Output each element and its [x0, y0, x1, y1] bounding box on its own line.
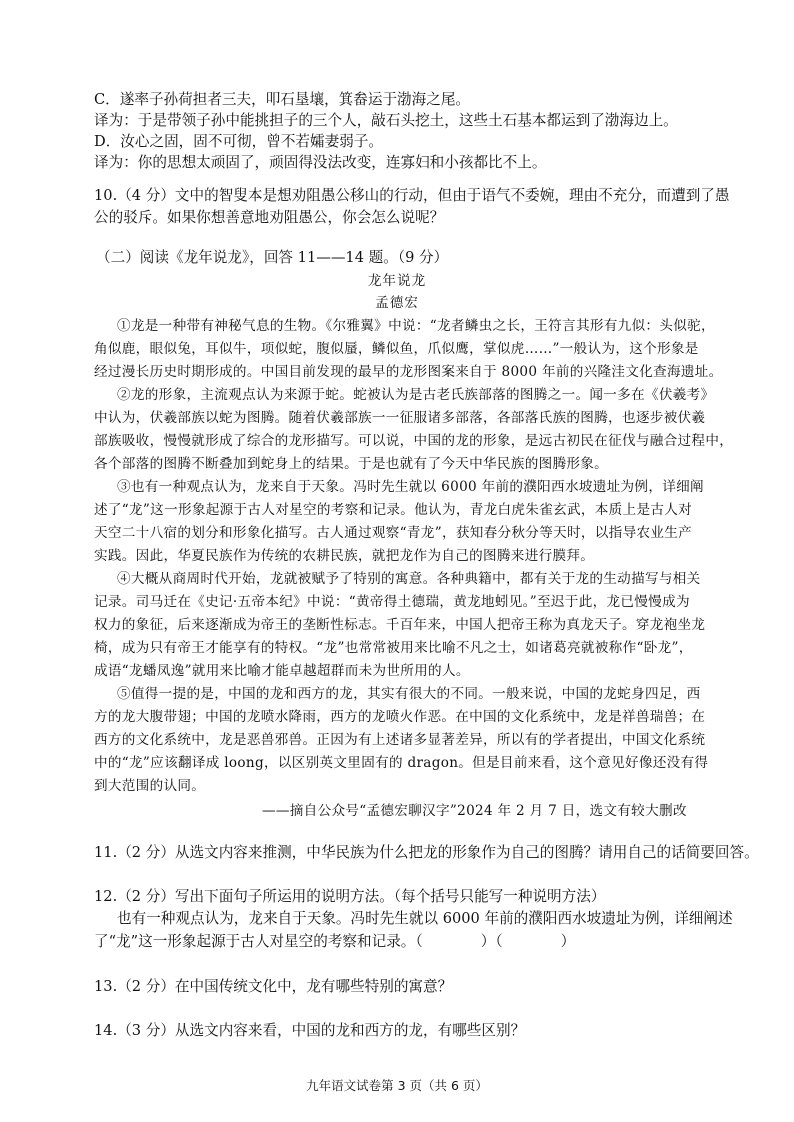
paragraph-1-line: 经过漫长历史时期形成的。中国目前发现的最早的龙形图案来自于 8000 年前的兴隆洼文化查海遗址。 — [94, 364, 723, 380]
paragraph-2-line: 各个部落的图腾不断叠加到蛇身上的结果。于是也就有了今天中华民族的图腾形象。 — [94, 456, 609, 472]
paragraph-5-line: 方的龙大腹带翅；中国的龙喷水降雨，西方的龙喷火作恶。在中国的文化系统中，龙是祥兽瑞兽；在 — [94, 709, 706, 725]
option-d: D．汝心之固，固不可彻，曾不若孀妻弱子。 — [94, 133, 383, 150]
paragraph-1-line: 角似鹿，眼似兔，耳似牛，项似蛇，腹似蜃，鳞似鱼，爪似鹰，掌似虎……”一般认为，这个形象是 — [94, 341, 699, 357]
paragraph-1-line: ①龙是一种带有神秘气息的生物。《尔雅翼》中说：“龙者鳞虫之长，王符言其形有九似：头似驼， — [117, 318, 715, 334]
paragraph-3-line: 述了“龙”这一形象起源于古人对星空的考察和记录。他认为，青龙白虎朱雀玄武，本质上是古人对 — [94, 502, 693, 518]
option-c-translation: 译为：于是带领子孙中能挑担子的三个人，敲石头挖土，这些土石基本都运到了渤海边上。 — [94, 112, 678, 129]
paragraph-4-line: 权力的象征，后来逐渐成为帝王的垄断性标志。千百年来，中国人把帝王称为真龙天子。穿龙袍坐龙 — [94, 617, 706, 633]
paragraph-5-line: 到大范围的认同。 — [94, 778, 206, 794]
paragraph-5-line: 西方的文化系统中，龙是恶兽邪兽。正因为有上述诸多显著差异，所以有的学者提出，中国文化系统 — [94, 732, 706, 748]
paragraph-4-line: 成语“龙蟠凤逸”就用来比喻才能卓越超群而未为世所用的人。 — [94, 663, 470, 679]
paren-end: ） — [560, 933, 576, 950]
source-attribution: ——摘自公众号“孟德宏聊汉字”2024 年 2 月 7 日，选文有较大删改 — [262, 803, 687, 819]
paragraph-2-line: ②龙的形象，主流观点认为来源于蛇。蛇被认为是古老氏族部落的图腾之一。闻一多在《伏羲考》 — [117, 387, 715, 403]
paragraph-2-line: 中认为，伏羲部族以蛇为图腾。随着伏羲部族一一征服诸多部落，各部落氏族的图腾，也逐步被伏羲 — [94, 410, 706, 426]
paragraph-5-line: 中的“龙”应该翻译成 loong，以区别英文里固有的 dragon。但是目前来看，这个意见好像还没有得 — [94, 755, 709, 771]
paragraph-4-line: 椅，成为只有帝王才能享有的特权。“龙”也常常被用来比喻不凡之士，如诸葛亮就被称作“卧龙”， — [94, 640, 693, 656]
question-12-sentence-line-2 — [94, 930, 575, 951]
paragraph-4-line: ④大概从商周时代开始，龙就被赋予了特别的寓意。各种典籍中，都有关于龙的生动描写与相关 — [117, 571, 701, 587]
question-10-line-1: 10.（4 分）文中的智叟本是想劝阻愚公移山的行动，但由于语气不委婉，理由不充分，而遭到了愚 — [94, 187, 730, 204]
option-c: C．遂率子孙荷担者三夫，叩石垦壤，箕畚运于渤海之尾。 — [94, 91, 471, 108]
page-footer: 九年语文试卷第 3 页（共 6 页） — [306, 1078, 488, 1093]
question-13: 13.（2 分）在中国传统文化中，龙有哪些特别的寓意？ — [94, 978, 453, 995]
question-12-sentence-line-1: 也有一种观点认为，龙来自于天象。冯时先生就以 6000 年前的濮阳西水坡遗址为例，详细阐述 — [117, 910, 733, 927]
article-title: 龙年说龙 — [367, 273, 427, 289]
question-12: 12.（2 分）写出下面句子所运用的说明方法。（每个括号只能写一种说明方法） — [94, 888, 606, 905]
paren-middle: ）（ — [480, 933, 503, 950]
paragraph-3-line: 天空二十八宿的划分和形象化描写。古人通过观察“青龙”，获知春分秋分等天时，以指导农业生产 — [94, 525, 693, 541]
paragraph-3-line: ③也有一种观点认为，龙来自于天象。冯时先生就以 6000 年前的濮阳西水坡遗址为例，详细阐 — [117, 479, 704, 495]
paragraph-4-line: 记录。司马迁在《史记·五帝本纪》中说：“黄帝得土德瑞，黄龙地蚓见。”至迟于此，龙已慢慢成为 — [94, 594, 690, 610]
paragraph-5-line: ⑤值得一提的是，中国的龙和西方的龙，其实有很大的不同。一般来说，中国的龙蛇身四足，西 — [117, 686, 701, 702]
question-14: 14.（3 分）从选文内容来看，中国的龙和西方的龙，有哪些区别？ — [94, 1022, 526, 1039]
paragraph-3-line: 实践。因此，华夏民族作为传统的农耕民族，就把龙作为自己的图腾来进行膜拜。 — [94, 548, 595, 564]
question-10-line-2: 公的驳斥。如果你想善意地劝阻愚公，你会怎么说呢？ — [94, 209, 445, 226]
section-heading: （二）阅读《龙年说龙》，回答 11——14 题。（9 分） — [96, 249, 449, 266]
question-12-sentence-text: 了“龙”这一形象起源于古人对星空的考察和记录。（ — [94, 933, 423, 950]
article-author: 孟德宏 — [375, 295, 419, 311]
question-11: 11.（2 分）从选文内容来推测，中华民族为什么把龙的形象作为自己的图腾？请用自己的话简要回答。 — [94, 844, 759, 861]
paragraph-2-line: 部族吸收，慢慢就形成了综合的龙形描写。可以说，中国的龙的形象，是远古初民在征伐与融合过程中， — [94, 433, 734, 449]
option-d-translation: 译为：你的思想太顽固了，顽固得没法改变，连寡妇和小孩都比不上。 — [94, 154, 547, 171]
